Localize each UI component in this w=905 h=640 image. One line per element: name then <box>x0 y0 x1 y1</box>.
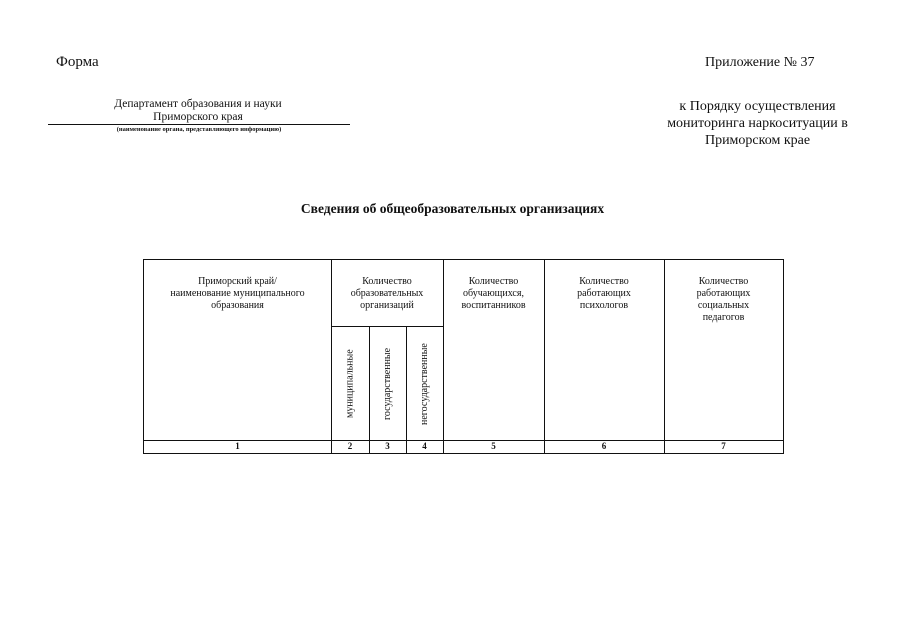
table-divider <box>331 326 443 327</box>
header-text: работающих <box>577 288 631 299</box>
header-state: государственные <box>382 347 393 421</box>
column-number: 4 <box>422 441 427 451</box>
header-students <box>443 276 544 312</box>
header-text: психологов <box>579 300 629 311</box>
column-number: 1 <box>235 441 240 451</box>
column-number: 6 <box>601 441 607 451</box>
form-label: Форма <box>56 54 99 70</box>
department-line-2: Приморского края <box>153 111 243 123</box>
procedure-reference <box>650 98 865 149</box>
header-text: Количество <box>362 276 412 287</box>
header-text: воспитанников <box>461 300 526 311</box>
header-text: педагогов <box>702 312 745 323</box>
report-table <box>143 259 784 454</box>
header-text: Количество <box>698 276 749 287</box>
header-psychologists <box>544 276 664 312</box>
department-caption: (наименование органа, представляющего информацию) <box>116 126 282 133</box>
header-text: организаций <box>360 300 414 311</box>
department-underline <box>48 124 350 125</box>
header-municipal: муниципальные <box>344 349 356 419</box>
header-text: социальных <box>697 300 750 311</box>
column-number: 3 <box>385 441 390 451</box>
header-region-name <box>144 276 331 312</box>
header-text: наименование муниципального <box>170 288 305 299</box>
header-social-pedagogues <box>664 276 783 324</box>
header-text: Приморский край/ <box>198 276 277 287</box>
header-text: работающих <box>696 288 751 299</box>
header-text: образовательных <box>350 288 424 299</box>
document-title: Сведения об общеобразовательных организациях <box>300 201 605 216</box>
appendix-number: Приложение № 37 <box>705 55 815 70</box>
header-text: Количество <box>468 276 519 287</box>
column-number: 5 <box>491 441 496 451</box>
procedure-line-3: Приморском крае <box>704 133 811 148</box>
header-text: образования <box>211 300 264 311</box>
header-text: Количество <box>579 276 629 287</box>
header-text: обучающихся, <box>463 288 524 299</box>
header-nonstate: негосударственные <box>419 343 430 425</box>
procedure-line-1: к Порядку осуществления <box>679 99 836 114</box>
column-number: 7 <box>721 441 726 451</box>
column-number: 2 <box>347 441 353 451</box>
procedure-line-2: мониторинга наркоситуации в <box>667 116 848 131</box>
header-org-count <box>331 276 443 312</box>
department-name <box>48 98 348 124</box>
department-line-1: Департамент образования и науки <box>114 98 282 110</box>
